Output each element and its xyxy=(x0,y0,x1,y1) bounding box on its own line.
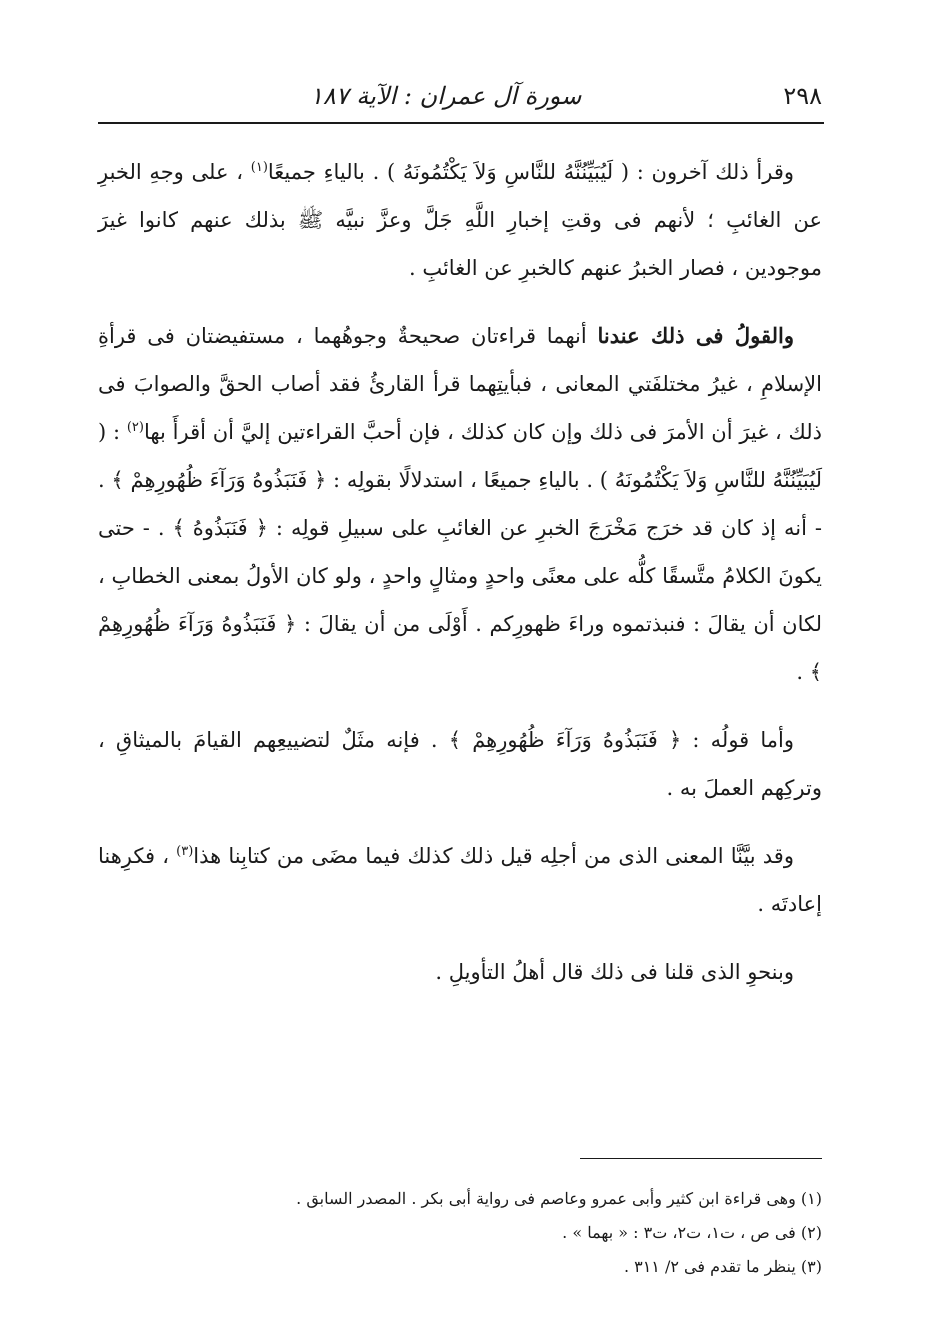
footnote-marker: (١) xyxy=(250,160,268,175)
page-header xyxy=(100,62,822,110)
footnote-1: (١) وهى قراءة ابن كثير وأبى عمرو وعاصم فى رواية أبى بكر . المصدر السابق . xyxy=(296,1189,822,1208)
paragraph-text: وأما قولُه : ﴿ فَنَبَذُوهُ وَرَآءَ ظُهُورِهِمْ ﴾ . فإنه مثَلٌ لتضييعِهم القيامَ بالميثاقِ ، وتركِهم العملَ به . xyxy=(98,728,822,800)
page-number: ٢٩٨ xyxy=(783,82,822,110)
footnotes xyxy=(98,1182,822,1284)
running-title: سورة آل عمران : الآية ١٨٧ xyxy=(310,82,582,110)
footnote-2: (٢) فى ص ، ت١، ت٢، ت٣ : « بهما » . xyxy=(562,1223,822,1242)
paragraph-text: ، على وجهِ الخبرِ عن الغائبِ ؛ لأنهم فى وقتِ إخبارِ اللَّهِ جَلَّ وعزَّ نبيَّه ﷺ بذلك عنهم كانوا غيرَ موجودين ، فصار الخبرُ عنهم كالخبرِ عن الغائبِ . xyxy=(98,160,822,280)
paragraph-4 xyxy=(98,832,822,928)
paragraph-2 xyxy=(98,312,822,696)
paragraph-text: : ( لَيُبَيِّنُنَّهُ للنَّاسِ وَلاَ يَكْتُمُونَهُ ) . بالياءِ جميعًا ، استدلالًا بقولِه : ﴿ فَنَبَذُوهُ وَرَآءَ ظُهُورِهِمْ ﴾ . - أنه إذ كان قد خرَج مَخْرَجَ الخبرِ عن الغائبِ على سبيلِ قولِه : ﴿ فَنَبَذُوهُ ﴾ . - حتى يكونَ الكلامُ متَّسقًا كلُّه على معنًى واحدٍ ومثالٍ واحدٍ ، ولو كان الأولُ بمعنى الخطابِ ، لكان أن يقالَ : فنبذتموه وراءَ ظهورِكم . أَوْلَى من أن يقالَ : ﴿ فَنَبَذُوهُ وَرَآءَ ظُهُورِهِمْ ﴾ . xyxy=(98,420,822,684)
paragraph-text: ، فكرِهنا إعادتَه . xyxy=(98,844,822,916)
footnote-rule xyxy=(580,1158,822,1159)
paragraph-text: وقرأ ذلك آخرون : ( لَيُبَيِّنُنَّهُ للنَّاسِ وَلاَ يَكْتُمُونَهُ ) . بالياءِ جميعًا xyxy=(267,160,794,184)
paragraph-1 xyxy=(98,148,822,292)
body-text xyxy=(98,148,822,996)
paragraph-5 xyxy=(98,948,822,996)
footnote-marker: (٣) xyxy=(176,844,194,859)
header-rule xyxy=(98,122,824,124)
paragraph-text: وقد بيَّنَّا المعنى الذى من أجلِه قيل ذلك كذلك فيما مضَى من كتابِنا هذا xyxy=(193,844,794,868)
footnote-marker: (٢) xyxy=(126,420,144,435)
paragraph-lead: والقولُ فى ذلك عندنا xyxy=(597,323,794,348)
footnote-3: (٣) ينظر ما تقدم فى ٢/ ٣١١ . xyxy=(623,1257,822,1276)
paragraph-text: وبنحوِ الذى قلنا فى ذلك قال أهلُ التأويلِ . xyxy=(435,960,794,984)
paragraph-text: أنهما قراءتان صحيحةٌ وجوهُهما ، مستفيضتان فى قرأةِ الإسلامِ ، غيرُ مختلفَتي المعانى ، فبأيتِهما قرأ القارئُ فقد أصاب الحقَّ والصوابَ فى ذلك ، غيرَ أن الأمرَ فى ذلك وإن كان كذلك ، فإن أحبَّ القراءتين إليَّ أن أقرأَ بها xyxy=(98,324,822,444)
paragraph-3 xyxy=(98,716,822,812)
